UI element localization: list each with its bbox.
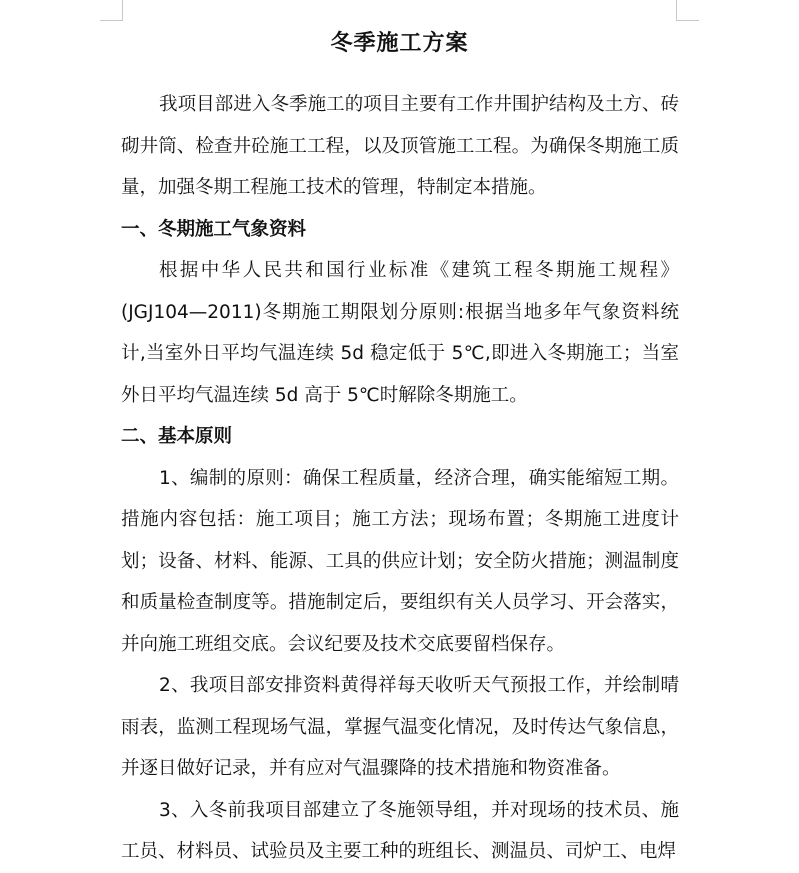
weather-paragraph: 根据中华人民共和国行业标准《建筑工程冬期施工规程》(JGJ104—2011)冬期施工期限划分原则:根据当地多年气象资料统计,当室外日平均气温连续 5d 稳定低于 5℃,即进入冬期施工；当室外日平均气温连续 5d 高于 5℃时解除冬期施工。 <box>121 260 679 406</box>
principle-item-3: 3、入冬前我项目部建立了冬施领导组，并对现场的技术员、施工员、材料员、试验员及主要工种的班组长、测温员、司炉工、电焊 <box>121 799 679 862</box>
section-heading-weather: 一、冬期施工气象资料 <box>121 218 307 240</box>
crop-mark-top-right <box>676 0 699 21</box>
document-body <box>121 84 679 873</box>
principle-item-2: 2、我项目部安排资料黄得祥每天收听天气预报工作，并绘制晴雨表，监测工程现场气温，掌握气温变化情况，及时传达气象信息，并逐日做好记录，并有应对气温骤降的技术措施和物资准备。 <box>121 675 679 779</box>
document-title: 冬季施工方案 <box>330 31 469 56</box>
crop-mark-top-left <box>100 0 123 21</box>
intro-paragraph: 我项目部进入冬季施工的项目主要有工作井围护结构及土方、砖砌井筒、检查井砼施工工程，以及顶管施工工程。为确保冬期施工质量，加强冬期工程施工技术的管理，特制定本措施。 <box>121 94 679 198</box>
principle-item-1: 1、编制的原则：确保工程质量，经济合理，确实能缩短工期。措施内容包括：施工项目；施工方法；现场布置；冬期施工进度计划；设备、材料、能源、工具的供应计划；安全防火措施；测温制度和质量检查制度等。措施制定后，要组织有关人员学习、开会落实，并向施工班组交底。会议纪要及技术交底要留档保存。 <box>121 467 679 655</box>
section-heading-principles: 二、基本原则 <box>121 426 233 447</box>
